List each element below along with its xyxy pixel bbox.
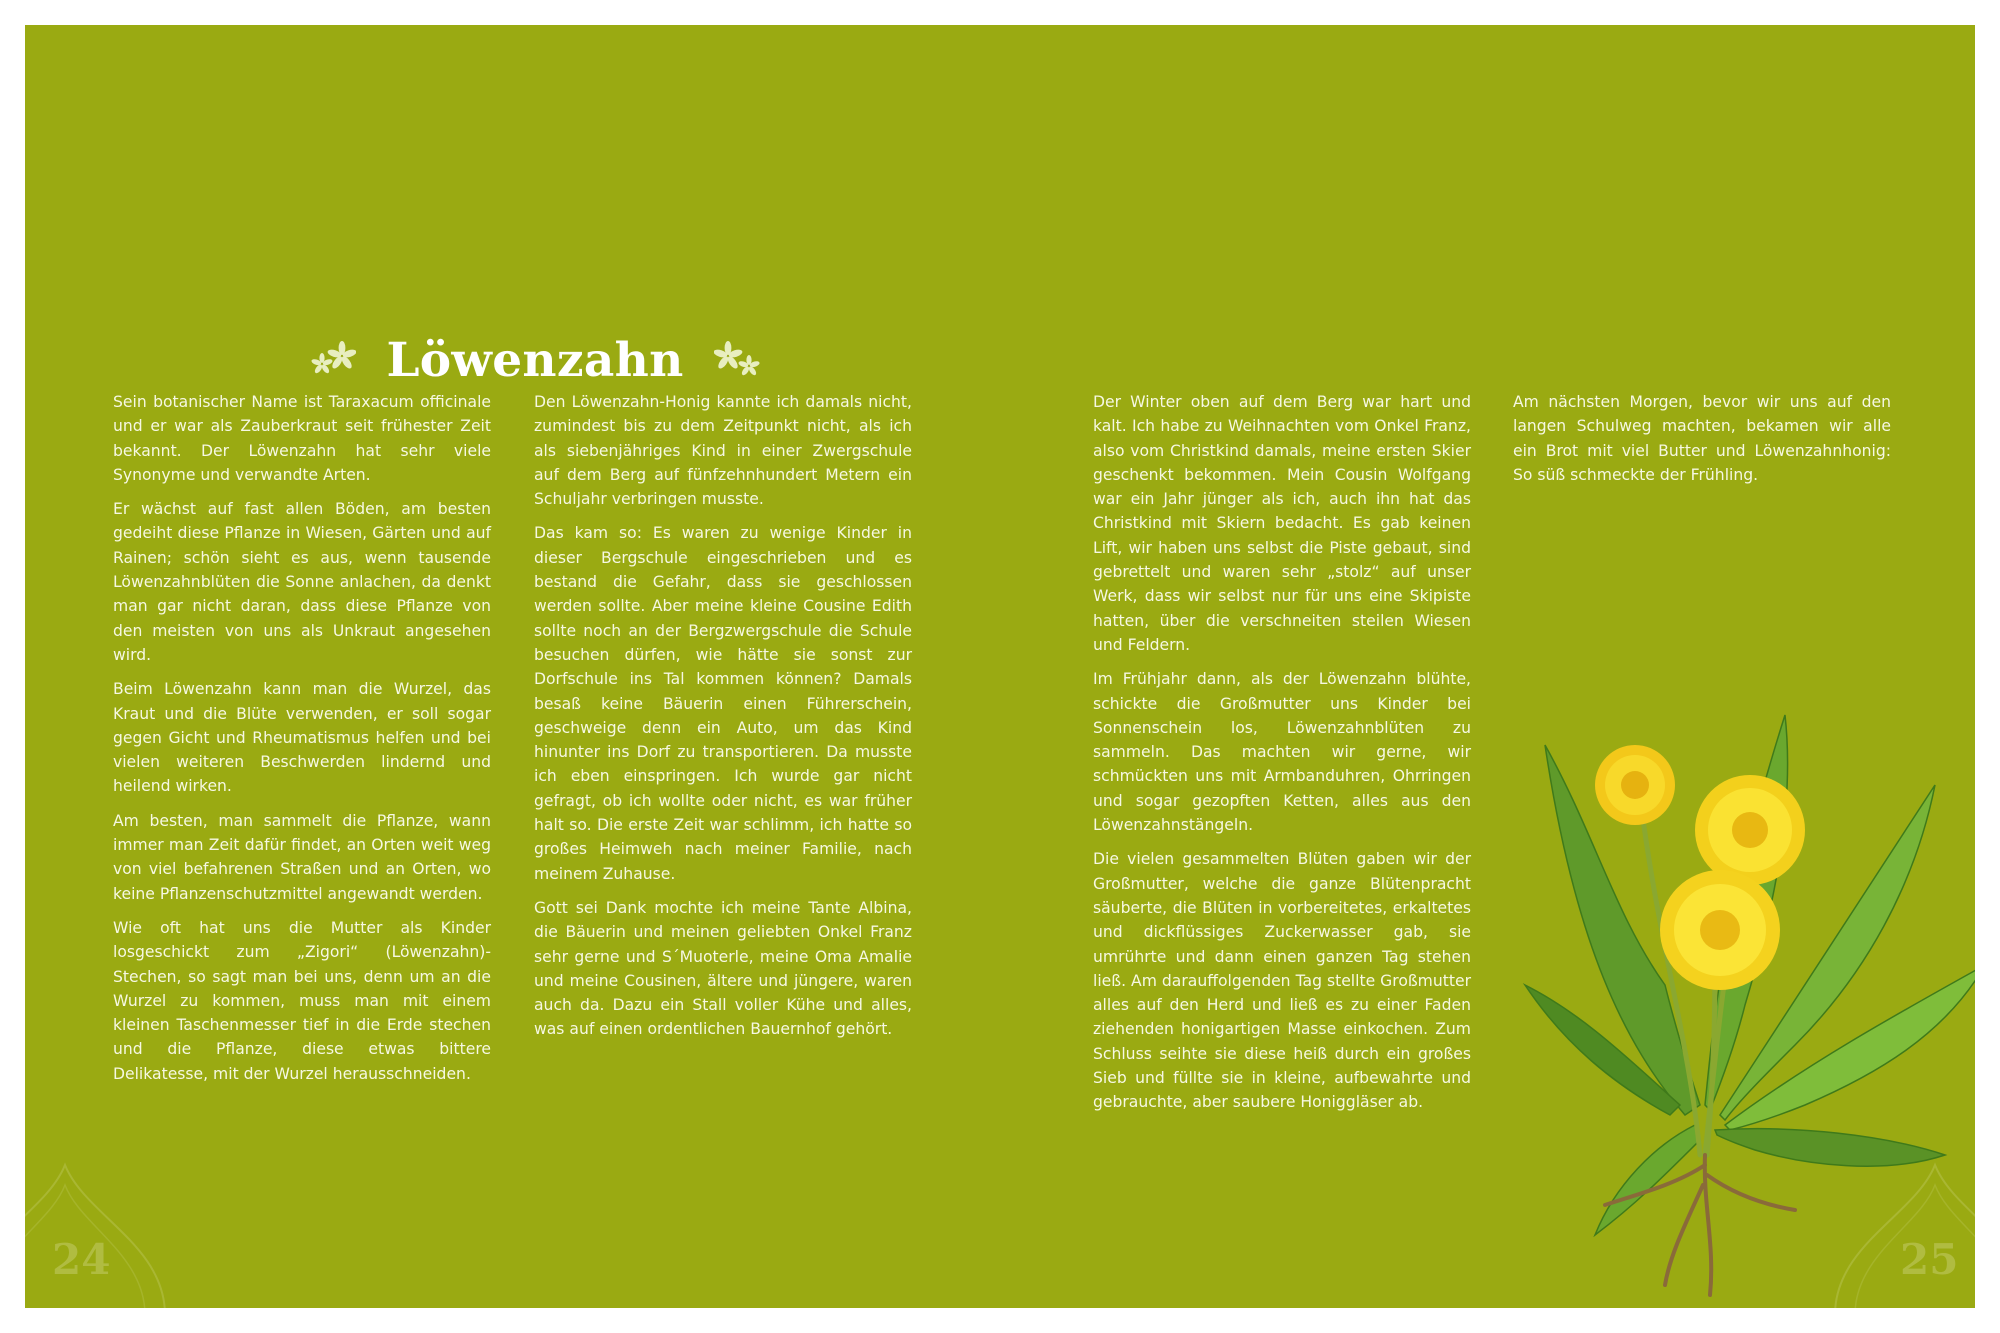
paragraph: Gott sei Dank mochte ich meine Tante Albina, die Bäuerin und meinen geliebten Onkel Franz sehr gerne und S´Muoterle, meine Oma Amalie und meine Cousinen, ältere und jüngere, waren auch da. Dazu ein Stall voller Kühe und alles, was auf einen ordentlichen Bauernhof gehört. [534,898,912,1039]
paragraph: Der Winter oben auf dem Berg war hart und kalt. Ich habe zu Weihnachten vom Onkel Franz, also vom Christkind damals, meine ersten Skier geschenkt bekommen. Mein Cousin Wolfgang war ein Jahr jünger als ich, auch ihn hat das Christkind mit Skiern bedacht. Es gab keinen Lift, wir haben uns selbst die Piste gebaut, sind gebrettelt und waren sehr „stolz“ auf unser Werk, dass wir selbst nur für uns eine Skipiste hatten, über die verschneiten steilen Wiesen und Feldern. [1093,393,1471,654]
paragraph: Er wächst auf fast allen Böden, am besten gedeiht diese Pflanze in Wiesen, Gärten und auf Rainen; schön sieht es aus, wenn tausende Löwenzahnblüten die Sonne anlachen, da denkt man gar nicht daran, dass diese Pflanze von den meisten von uns als Unkraut angesehen wird. [113,500,491,664]
page-number-left: 24 [52,1235,111,1284]
paragraph: Wie oft hat uns die Mutter als Kinder losgeschickt zum „Zigori“ (Löwenzahn)-Stechen, so sagt man bei uns, denn um an die Wurzel zu kommen, muss man mit einem kleinen Taschenmesser tief in die Erde stechen und die Pflanze, diese etwas bittere Delikatesse, mit der Wurzel herausschneiden. [113,918,491,1083]
paragraph: Am besten, man sammelt die Pflanze, wann immer man Zeit dafür findet, an Orten weit weg von viel befahrenen Straßen und an Orten, wo keine Pflanzenschutzmittel angewandt werden. [113,811,491,903]
paragraph: Die vielen gesammelten Blüten gaben wir der Großmutter, welche die ganze Blütenpracht säuberte, die Blüten in vorbereitetes, erkaltetes und dickflüssiges Zuckerwasser gab, sie umrührte und dann einen ganzen Tag stehen ließ. Am darauffolgenden Tag stellte Großmutter alles auf den Herd und ließ es zu einer Faden ziehenden honigartigen Masse einkochen. Zum Schluss seihte sie diese heiß durch ein großes Sieb und füllte sie in kleine, aufbewahrte und gebrauchte, aber saubere Honiggläser ab. [1093,850,1471,1112]
text-column-4 [1513,390,1891,497]
page-title [305,325,765,395]
paragraph: Beim Löwenzahn kann man die Wurzel, das Kraut und die Blüte verwenden, er soll sogar gegen Gicht und Rheumatismus helfen und bei vielen weiteren Beschwerden lindernd und heilend wirken. [113,680,491,796]
paragraph: Sein botanischer Name ist Taraxacum officinale und er war als Zauberkraut seit frühester Zeit bekannt. Der Löwenzahn hat sehr viele Synonyme und verwandte Arten. [113,393,491,484]
paragraph: Im Frühjahr dann, als der Löwenzahn blühte, schickte die Großmutter uns Kinder bei Sonnenschein los, Löwenzahnblüten zu sammeln. Das machten wir gerne, wir schmückten uns mit Armbanduhren, Ohrringen und sogar gezopften Ketten, alles aus den Löwenzahnstängeln. [1093,670,1471,835]
text-column-1 [113,390,491,1096]
paragraph: Das kam so: Es waren zu wenige Kinder in dieser Bergschule eingeschrieben und es bestand die Gefahr, dass sie geschlossen werden sollte. Aber meine kleine Cousine Edith sollte noch an der Bergzwergschule die Schule besuchen dürfen, wie hätte sie sonst zur Dorfschule ins Tal kommen können? Damals besaß keine Bäuerin einen Führerschein, geschweige denn ein Auto, um das Kind hinunter ins Dorf zu transportieren. Da musste ich eben einspringen. Ich wurde gar nicht gefragt, ob ich wollte oder nicht, es war früher halt so. Die erste Zeit war schlimm, ich hatte so großes Heimweh nach meiner Familie, nach meinem Zuhause. [534,524,912,883]
flower-ornament-icon [310,340,356,380]
flower-ornament-icon [714,340,760,380]
dandelion-plant-illustration [1465,685,1975,1305]
paragraph: Den Löwenzahn-Honig kannte ich damals nicht, zumindest bis zu dem Zeitpunkt nicht, als ich als siebenjähriges Kind in einer Zwergschule auf dem Berg auf fünfzehnhundert Metern ein Schuljahr verbringen musste. [534,393,912,509]
paragraph: Am nächsten Morgen, bevor wir uns auf den langen Schulweg machten, bekamen wir alle ein Brot mit viel Butter und Löwenzahnhonig: So süß schmeckte der Frühling. [1513,393,1891,484]
book-spread [25,25,1975,1308]
text-column-2 [534,390,912,1052]
text-column-3 [1093,390,1471,1125]
page-number-right: 25 [1900,1235,1959,1284]
title-text: Löwenzahn [386,332,684,388]
